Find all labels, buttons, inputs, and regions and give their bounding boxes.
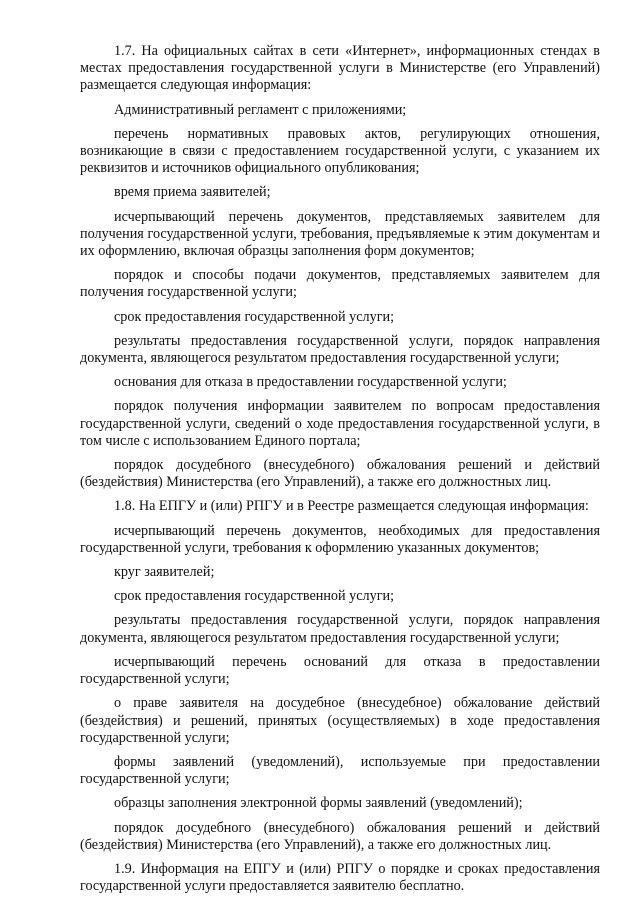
paragraph-1-9: 1.9. Информация на ЕПГУ и (или) РПГУ о порядке и сроках предоставления государственной услуги предоставляется заявителю бесплатно. [80, 860, 600, 895]
paragraph-1-8-intro: 1.8. На ЕПГУ и (или) РПГУ и в Реестре размещается следующая информация: [114, 498, 589, 515]
list-item-refusal-grounds-2: исчерпывающий перечень оснований для отказа в предоставлении государственной услуги; [80, 653, 600, 688]
list-item-documents-list: исчерпывающий перечень документов, представляемых заявителем для получения государственной услуги, требования, предъявляемые к этим документам и их оформлению, включая образцы заполнения форм документов; [80, 208, 600, 260]
document-body [80, 43, 600, 902]
list-item-refusal-grounds: основания для отказа в предоставлении государственной услуги; [114, 374, 507, 391]
list-item-service-results-2: результаты предоставления государственной услуги, порядок направления документа, являющегося результатом предоставления государственной услуги; [80, 612, 600, 646]
list-item-appeal-procedure: порядок досудебного (внесудебного) обжалования решений и действий (бездействия) Министерства (его Управлений), а также его должностных лиц. [80, 457, 600, 491]
paragraph-1-7-intro: 1.7. На официальных сайтах в сети «Интернет», информационных стендах в местах предоставления государственной услуги в Министерстве (его Управлений) размещается следующая информация: [80, 43, 600, 94]
list-item-appeal-right: о праве заявителя на досудебное (внесудебное) обжалование действий (бездействия) и решений, принятых (осуществляемых) в ходе предоставления государственной услуги; [80, 695, 600, 746]
list-item-required-documents: исчерпывающий перечень документов, необходимых для предоставления государственной услуги, требования к оформлению указанных документов; [80, 522, 600, 556]
list-item-reception-time: время приема заявителей; [114, 184, 271, 201]
list-item-service-term: срок предоставления государственной услуги; [114, 308, 395, 325]
list-item-form-samples: образцы заполнения электронной формы заявлений (уведомлений); [114, 795, 523, 812]
list-item-information-procedure: порядок получения информации заявителем по вопросам предоставления государственной услуги, сведений о ходе предоставления государственной услуги, в том числе с использованием Единого портала; [80, 398, 600, 449]
list-item-applicants: круг заявителей; [114, 564, 215, 581]
list-item-regulation: Административный регламент с приложениями; [114, 101, 407, 118]
list-item-service-term-2: срок предоставления государственной услуги; [114, 588, 395, 605]
list-item-application-forms: формы заявлений (уведомлений), используемые при предоставлении государственной услуги; [80, 753, 600, 788]
list-item-appeal-procedure-2: порядок досудебного (внесудебного) обжалования решений и действий (бездействия) Министерства (его Управлений), а также его должностных лиц. [80, 819, 600, 853]
list-item-service-results: результаты предоставления государственной услуги, порядок направления документа, являющегося результатом предоставления государственной услуги; [80, 332, 600, 367]
list-item-submission-methods: порядок и способы подачи документов, представляемых заявителем для получения государственной услуги; [80, 267, 600, 301]
list-item-legal-acts: перечень нормативных правовых актов, регулирующих отношения, возникающие в связи с предоставлением государственной услуги, с указанием их реквизитов и источников официального опубликования; [80, 125, 600, 177]
